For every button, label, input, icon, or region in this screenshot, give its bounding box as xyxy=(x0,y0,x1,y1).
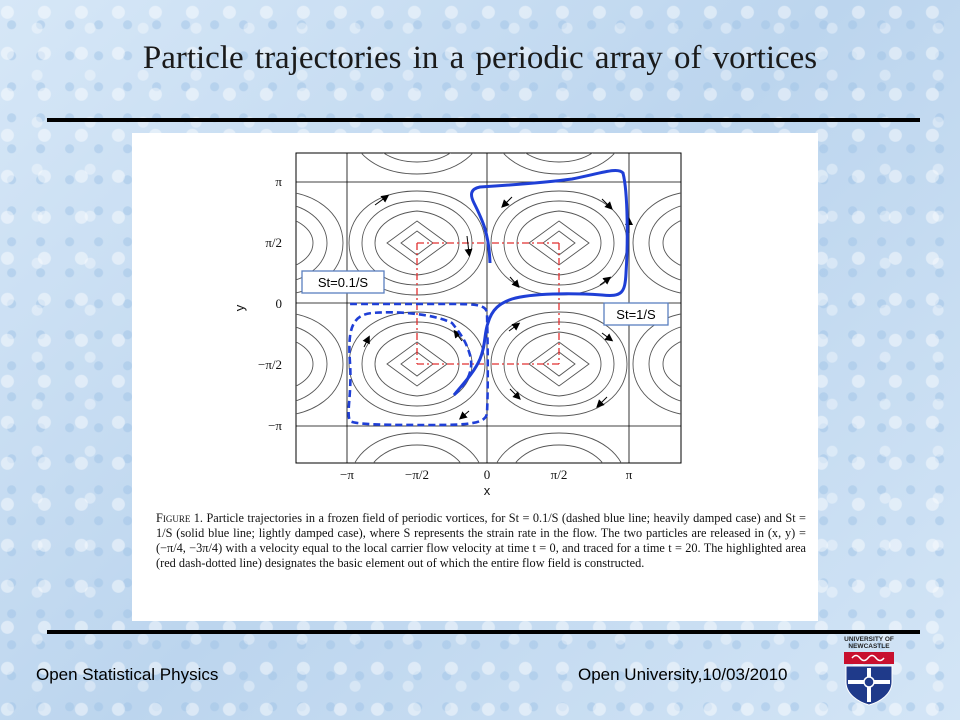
caption-lead: Figure 1. xyxy=(156,511,203,525)
x-tick-5: π xyxy=(625,467,633,482)
footer-course: Open Statistical Physics xyxy=(36,665,219,684)
caption-body: Particle trajectories in a frozen field of periodic vortices, for St = 0.1/S (dashed blue line; heavily damped case) and St = 1/S (solid blue line; lightly damped case), where S represents the strain rate in the flow. The two particles are released in (x, y) = (−π/4, −3π/4) with a velocity equal to the local carrier flow velocity at time t = 0, and traced for a time t = 20. The highlighted area (red dash-dotted line) designates the basic element out of which the entire flow field is constructed. xyxy=(156,511,806,571)
logo-line-2: NEWCASTLE xyxy=(848,643,890,650)
university-logo xyxy=(838,636,900,708)
label-dashed: St=0.1/S xyxy=(317,275,369,290)
y-tick-3: 0 xyxy=(275,296,282,311)
footer-divider xyxy=(47,630,920,634)
y-tick-2: π/2 xyxy=(265,235,282,250)
x-tick-4: π/2 xyxy=(550,467,568,482)
y-axis-title: y xyxy=(232,304,247,312)
x-tick-1: −π xyxy=(340,467,354,482)
figure-caption xyxy=(156,511,806,571)
x-axis-title: x xyxy=(483,483,491,498)
figure-panel xyxy=(132,133,818,621)
title-divider xyxy=(47,118,920,122)
y-tick-1: π xyxy=(275,174,282,189)
slide-title: Particle trajectories in a periodic array of vortices xyxy=(142,40,818,76)
x-tick-3: 0 xyxy=(483,467,491,482)
y-tick-4: −π/2 xyxy=(257,357,282,372)
label-solid: St=1/S xyxy=(616,307,656,322)
footer-date: Open University,10/03/2010 xyxy=(578,665,788,684)
y-tick-5: −π xyxy=(268,418,282,433)
logo-line-1: UNIVERSITY OF xyxy=(844,636,894,643)
crest-icon xyxy=(838,650,900,706)
x-tick-2: −π/2 xyxy=(404,467,430,482)
